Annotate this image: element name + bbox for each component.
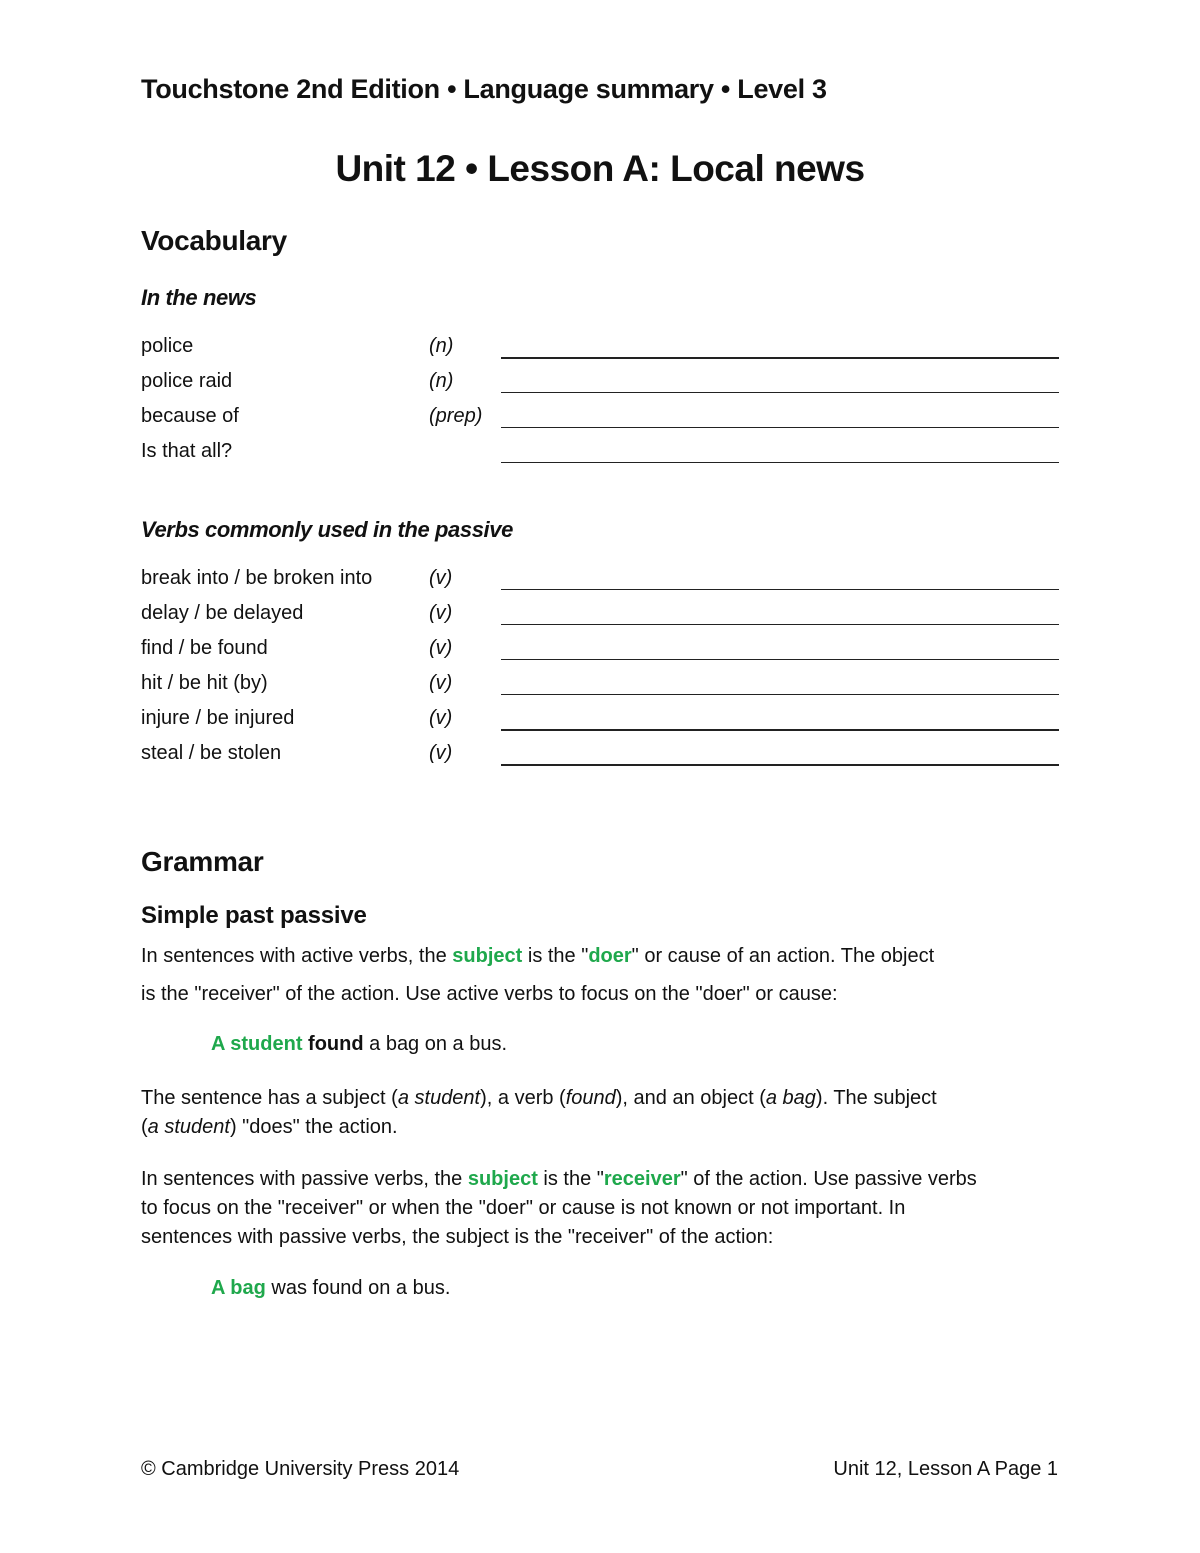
example-sentence-active (211, 1033, 507, 1056)
page-title: Unit 12 • Lesson A: Local news (335, 148, 865, 189)
grammar-heading: Grammar (141, 846, 264, 877)
document-header: Touchstone 2nd Edition • Language summary • Level 3 (141, 74, 827, 104)
section-title-passive-verbs: Verbs commonly used in the passive (141, 517, 513, 542)
highlight-subject: subject (452, 945, 523, 967)
text: is the " (537, 1168, 604, 1190)
grammar-paragraph-1 (141, 942, 1061, 971)
highlight-subject: subject (467, 1168, 538, 1190)
vocab-row (141, 370, 1059, 405)
text: ). The subject (815, 1087, 937, 1109)
vocab-word: Is that all? (141, 440, 233, 462)
vocab-part-of-speech: (prep) (429, 405, 483, 427)
vocab-part-of-speech: (v) (429, 602, 453, 624)
highlight-receiver: receiver (603, 1168, 681, 1190)
vocab-row (141, 602, 1059, 637)
text: ) "does" the action. (229, 1116, 398, 1138)
vocab-word: break into / be broken into (141, 567, 373, 589)
example-subject: A bag (211, 1277, 266, 1299)
grammar-subheading: Simple past passive (141, 902, 367, 929)
vocab-part-of-speech: (v) (429, 742, 453, 764)
vocab-row (141, 742, 1059, 777)
grammar-paragraph-3 (141, 1165, 1061, 1252)
text: " or cause of an action. The object (631, 945, 935, 967)
italic-text: a student (147, 1116, 230, 1138)
grammar-paragraph-1-line-2: is the "receiver" of the action. Use active verbs to focus on the "doer" or cause: (141, 983, 838, 1005)
vocabulary-heading: Vocabulary (141, 225, 287, 256)
section-title-in-the-news: In the news (141, 285, 257, 310)
vocab-part-of-speech: (v) (429, 567, 453, 589)
grammar-paragraph-2 (141, 1084, 1061, 1142)
vocab-word: steal / be stolen (141, 742, 282, 764)
italic-text: a bag (765, 1087, 816, 1109)
example-sentence-passive (211, 1277, 450, 1300)
vocab-word: police raid (141, 370, 233, 392)
example-rest: was found on a bus. (265, 1277, 451, 1299)
vocab-row (141, 637, 1059, 672)
example-rest: a bag on a bus. (363, 1033, 508, 1055)
vocab-part-of-speech: (n) (429, 335, 454, 357)
text: ( (141, 1116, 148, 1138)
vocab-row (141, 335, 1059, 370)
answer-line (501, 589, 1059, 590)
footer-page-number: Unit 12, Lesson A Page 1 (833, 1458, 1058, 1480)
answer-line (501, 694, 1059, 695)
text: " of the action. Use passive verbs (680, 1168, 977, 1190)
vocab-row (141, 707, 1059, 742)
vocab-part-of-speech: (n) (429, 370, 454, 392)
text: sentences with passive verbs, the subject is the "receiver" of the action: (141, 1226, 774, 1248)
vocab-part-of-speech: (v) (429, 672, 453, 694)
answer-line (501, 729, 1059, 731)
footer-copyright: © Cambridge University Press 2014 (141, 1458, 460, 1480)
example-subject: A student (211, 1033, 303, 1055)
vocab-word: hit / be hit (by) (141, 672, 268, 694)
italic-text: a student (397, 1087, 481, 1109)
vocab-word: delay / be delayed (141, 602, 304, 624)
text: is the " (522, 945, 589, 967)
answer-line (501, 462, 1059, 463)
vocab-row (141, 672, 1059, 707)
highlight-doer: doer (588, 945, 632, 967)
vocab-row (141, 405, 1059, 440)
vocab-word: because of (141, 405, 239, 427)
text: In sentences with passive verbs, the (141, 1168, 468, 1190)
text: In sentences with active verbs, the (141, 945, 453, 967)
answer-line (501, 427, 1059, 428)
example-verb: found (308, 1033, 364, 1055)
vocab-word: find / be found (141, 637, 268, 659)
vocab-word: injure / be injured (141, 707, 295, 729)
vocab-part-of-speech: (v) (429, 637, 453, 659)
vocab-word: police (141, 335, 194, 357)
text: ), and an object ( (615, 1087, 766, 1109)
answer-line (501, 764, 1059, 766)
vocab-part-of-speech: (v) (429, 707, 453, 729)
vocab-row (141, 567, 1059, 602)
vocab-row (141, 440, 1059, 475)
answer-line (501, 624, 1059, 625)
text: to focus on the "receiver" or when the "doer" or cause is not known or not important. In (141, 1197, 906, 1219)
answer-line (501, 659, 1059, 660)
answer-line (501, 392, 1059, 393)
answer-line (501, 357, 1059, 359)
text: ), a verb ( (480, 1087, 566, 1109)
italic-text: found (565, 1087, 616, 1109)
text: The sentence has a subject ( (141, 1087, 398, 1109)
